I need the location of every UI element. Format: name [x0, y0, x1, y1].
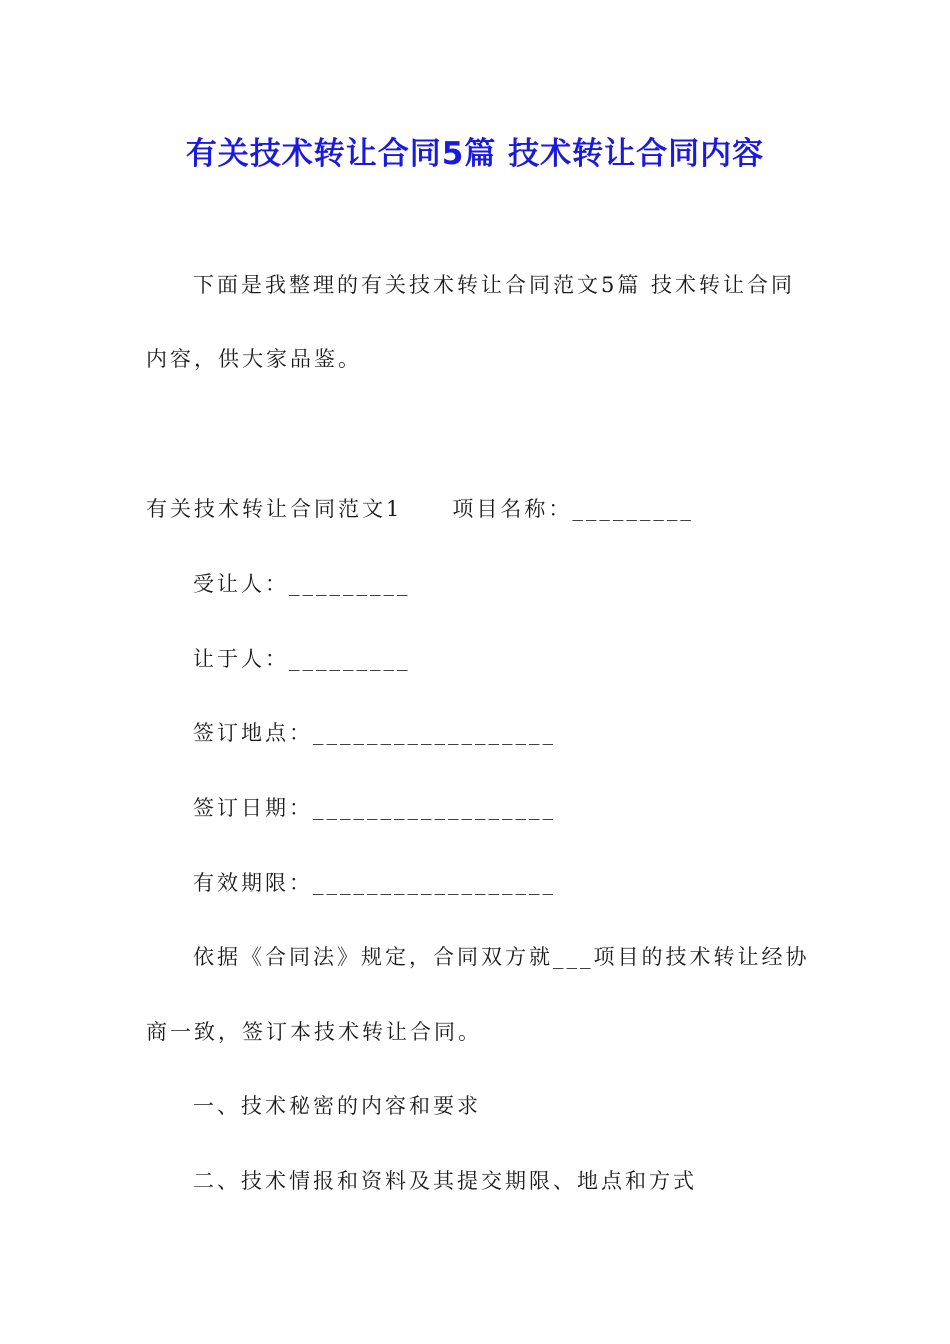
list-item-1: 一、技术秘密的内容和要求	[193, 1094, 481, 1118]
list-item-2: 二、技术情报和资料及其提交期限、地点和方式	[193, 1169, 697, 1193]
field-project-name: 项目名称：_________	[452, 497, 694, 521]
intro-line-1: 下面是我整理的有关技术转让合同范文5篇 技术转让合同	[193, 273, 796, 297]
document-title: 有关技术转让合同5篇 技术转让合同内容	[185, 136, 765, 172]
paragraph-1-line-1: 依据《合同法》规定，合同双方就___项目的技术转让经协	[193, 945, 810, 969]
field-transferee: 受让人：_________	[193, 572, 411, 596]
section-heading-row	[146, 494, 694, 524]
field-transferor: 让于人：_________	[193, 647, 411, 671]
field-validity-period: 有效期限：__________________	[193, 871, 556, 895]
intro-line-2: 内容，供大家品鉴。	[146, 347, 362, 371]
field-signing-date: 签订日期：__________________	[193, 796, 556, 820]
field-signing-place: 签订地点：__________________	[193, 721, 556, 745]
section-heading: 有关技术转让合同范文1	[146, 497, 403, 521]
paragraph-1-line-2: 商一致，签订本技术转让合同。	[146, 1020, 482, 1044]
